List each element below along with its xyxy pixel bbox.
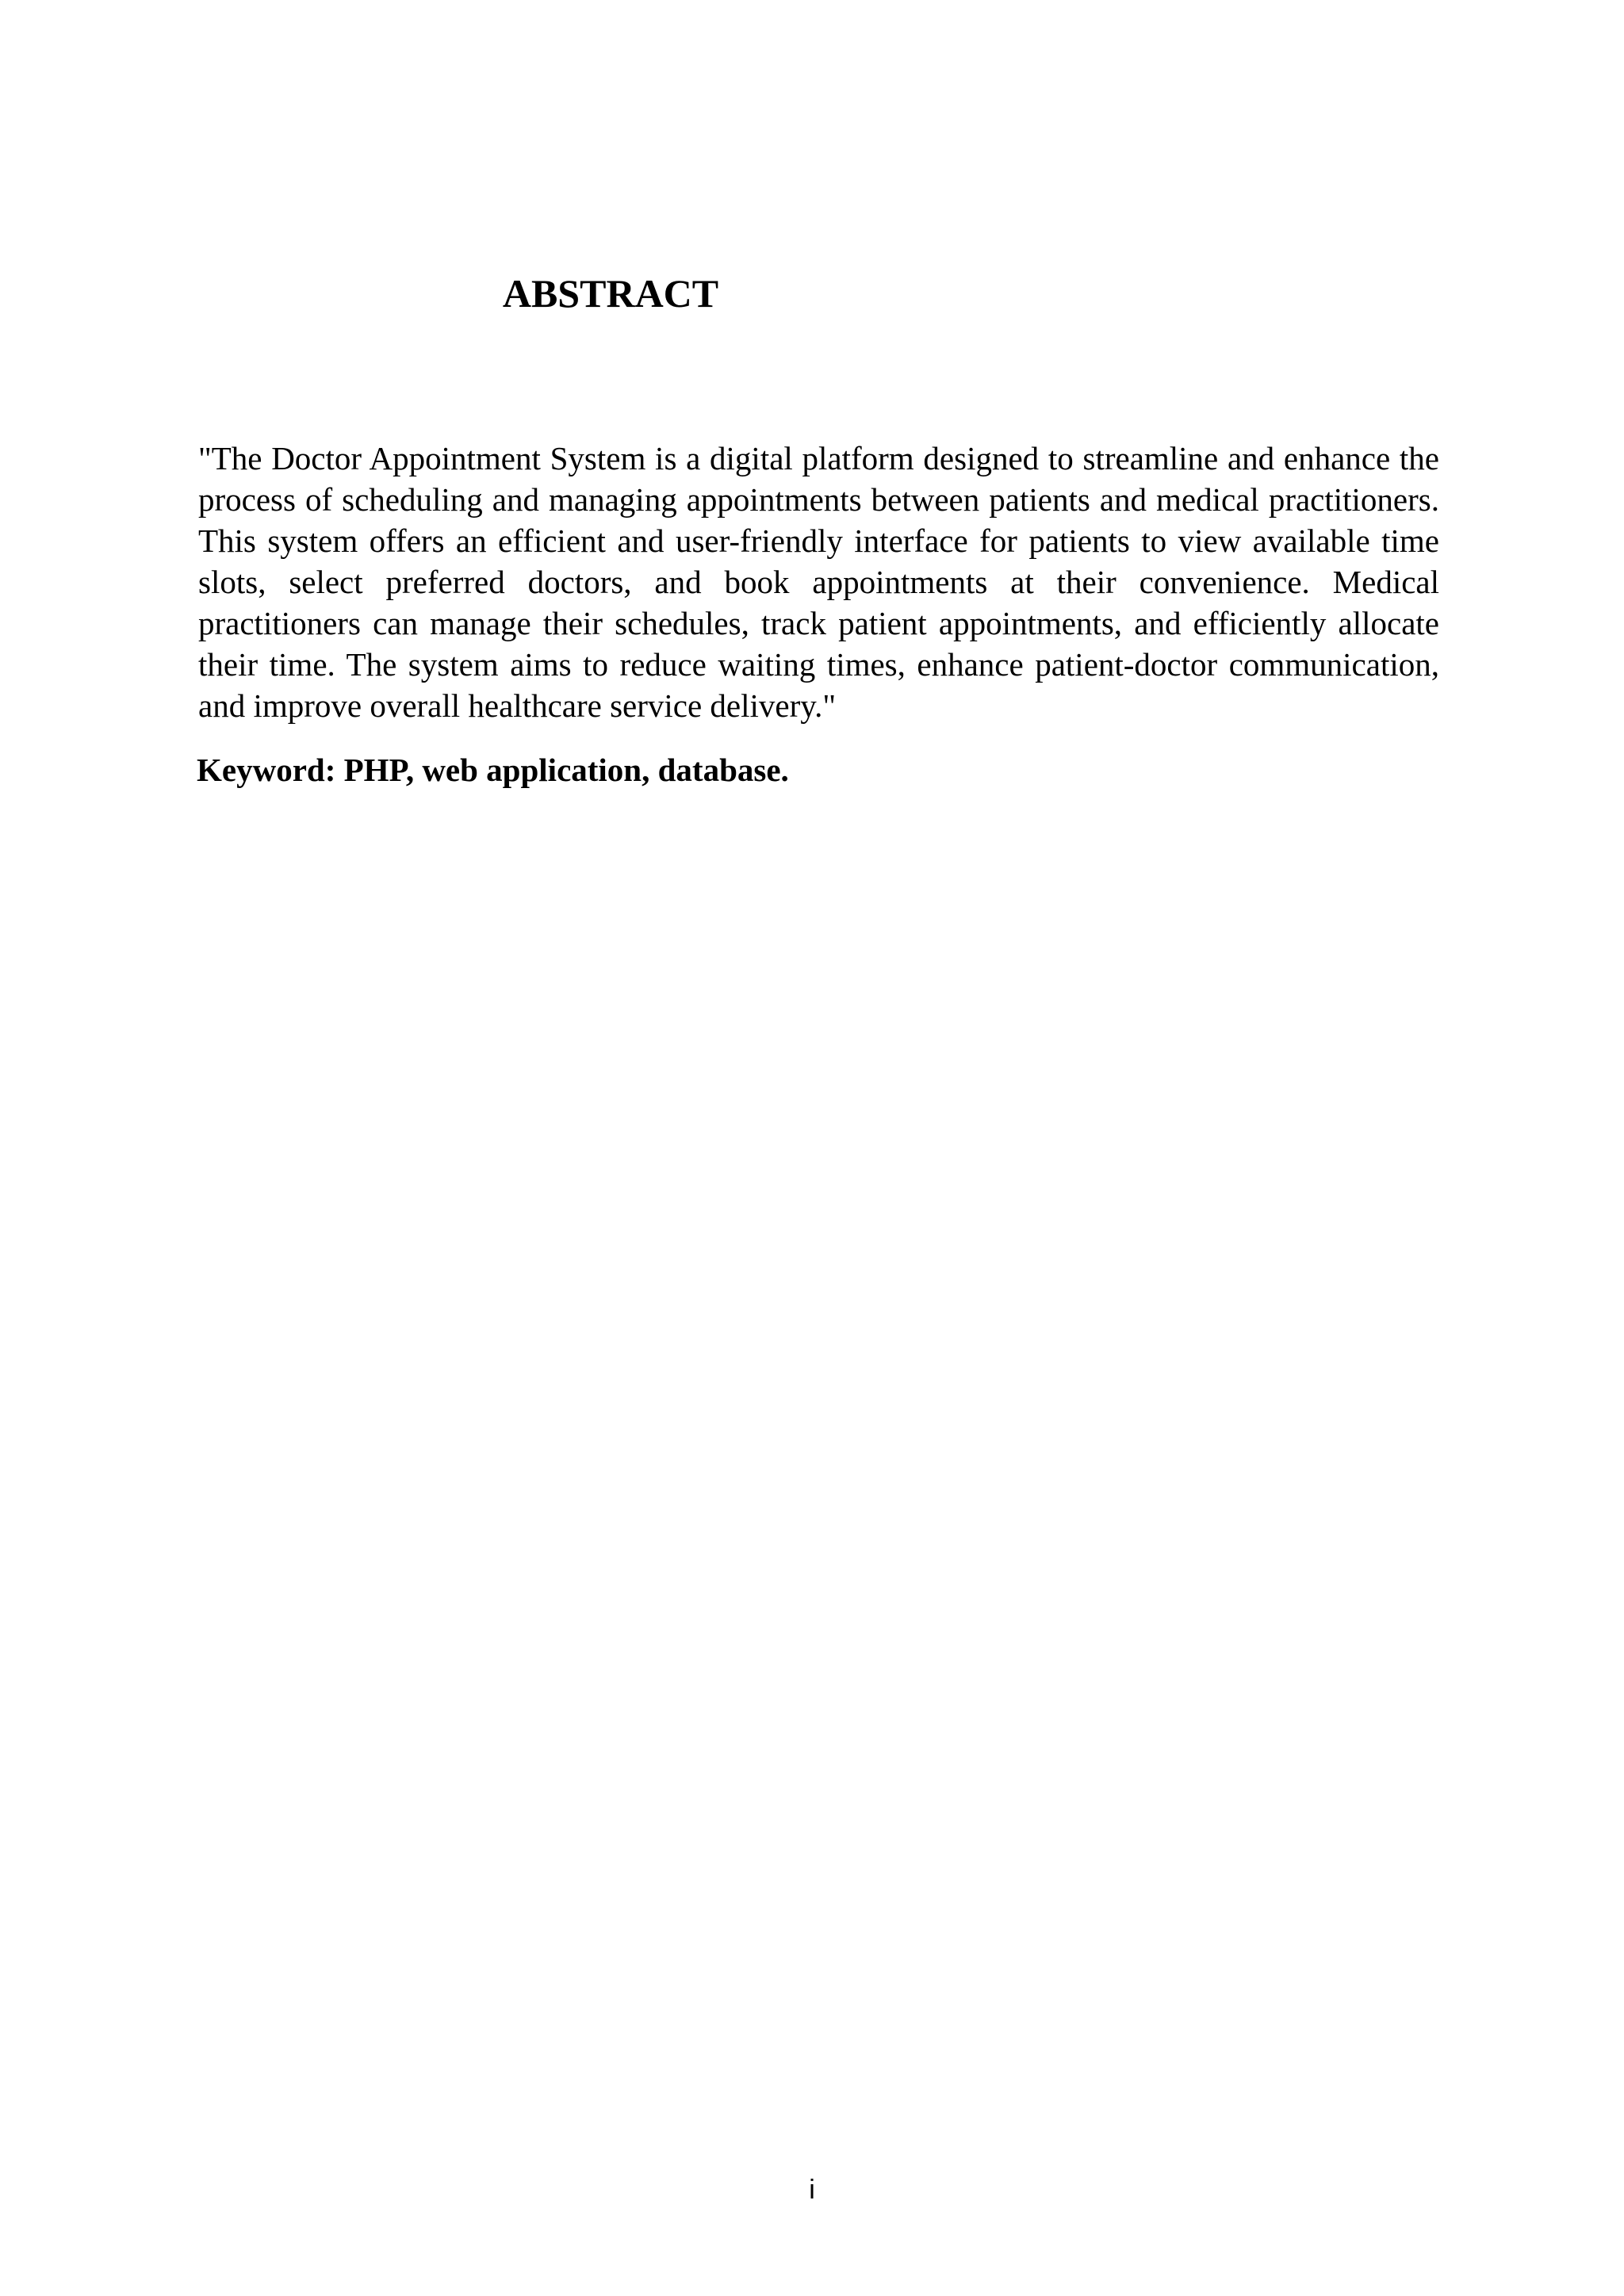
abstract-heading: ABSTRACT <box>502 271 719 316</box>
page-number: i <box>809 2175 815 2205</box>
keywords-line: Keyword: PHP, web application, database. <box>197 752 789 788</box>
abstract-paragraph: "The Doctor Appointment System is a digital platform designed to streamline and enhance the process of scheduling and managing appointments between patients and medical practitioners. This system offers an efficient and user-friendly interface for patients to view available time slots, select preferred doctors, and book appointments at their convenience. Medical practitioners can manage their schedules, track patient appointments, and efficiently allocate their time. The system aims to reduce waiting times, enhance patient-doctor communication, and improve overall healthcare service delivery." <box>198 440 1439 724</box>
